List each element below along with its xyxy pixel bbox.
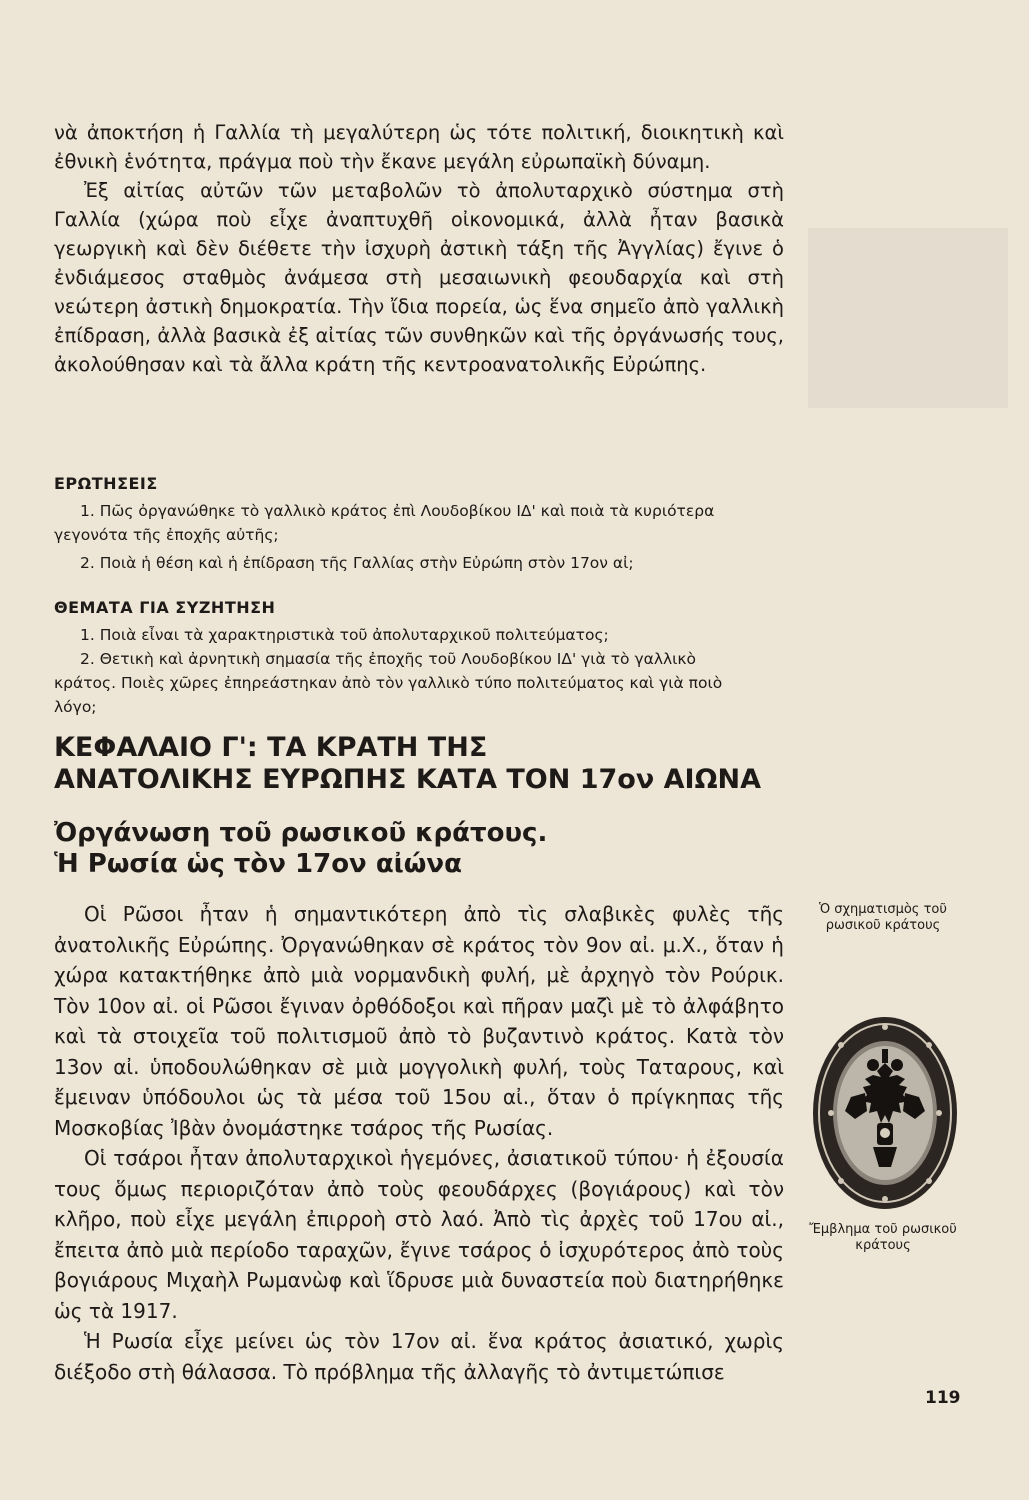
question-2: 2. Ποιὰ ἡ θέση καὶ ἡ ἐπίδραση τῆς Γαλλίας στὴν Εὐρώπη στὸν 17ον αἰ;: [80, 554, 634, 572]
body-paragraph-3: Ἡ Ρωσία εἶχε μείνει ὡς τὸν 17ον αἰ. ἕνα κράτος ἀσιατικό, χωρὶς διέξοδο στὴ θάλασσα. Τὸ πρόβλημα τῆς ἀλλαγῆς τὸ ἀντιμετώπισε: [54, 1329, 784, 1384]
topic-2-continued: κράτος. Ποιὲς χῶρες ἐπηρεάστηκαν ἀπὸ τὸν γαλλικὸ τύπο πολιτεύματος καὶ γιὰ ποιὸ: [54, 674, 723, 692]
chapter-title: [54, 732, 814, 796]
topic-2: 2. Θετικὴ καὶ ἀρνητικὴ σημασία τῆς ἐποχῆς τοῦ Λουδοβίκου ΙΔ' γιὰ τὸ γαλλικὸ: [80, 650, 697, 668]
section-title-line-1: Ὀργάνωση τοῦ ρωσικοῦ κράτους.: [54, 818, 548, 848]
discussion-topics-section: [54, 598, 784, 719]
chapter-title-line-2: ΑΝΑΤΟΛΙΚΗΣ ΕΥΡΩΠΗΣ ΚΑΤΑ ΤΟΝ 17ον ΑΙΩΝΑ: [54, 764, 762, 795]
russian-emblem-seal-image: [811, 1015, 959, 1211]
body-paragraph-1: Οἱ Ρῶσοι ἦταν ἡ σημαντικότερη ἀπὸ τὶς σλαβικὲς φυλὲς τῆς ἀνατολικῆς Εὐρώπης. Ὀργανώθηκαν σὲ κράτος τὸν 9ον αἰ. μ.Χ., ὅταν ἡ χώρα κατακτήθηκε ἀπὸ μιὰ νορμανδικὴ φυλή, μὲ ἀρχηγὸ τὸν Ρούρικ. Τὸν 10ον αἰ. οἱ Ρῶσοι ἔγιναν ὀρθόδοξοι καὶ πῆραν μαζὶ μὲ τὸ ἀλφάβητο καὶ τὰ στοιχεῖα τοῦ πολιτισμοῦ ἀπὸ τὸ βυζαντινὸ κράτος. Κατὰ τὸν 13ον αἰ. ὑποδουλώθηκαν σὲ μιὰ μογγολικὴ φυλή, τοὺς Ταταρους, καὶ ἔμειναν ὑπόδουλοι ὡς τὰ μέσα τοῦ 15ου αἰ., ὅταν ὁ πρίγκηπας τῆς Μοσκοβίας Ἰβὰν ὀνομάστηκε τσάρος τῆς Ρωσίας.: [54, 902, 784, 1140]
intro-paragraph-2: Ἐξ αἰτίας αὐτῶν τῶν μεταβολῶν τὸ ἀπολυταρχικὸ σύστημα στὴ Γαλλία (χώρα ποὺ εἶχε ἀναπτυχθῆ οἰκονομικά, ἀλλὰ ἦταν βασικὰ γεωργικὴ καὶ δὲν διέθετε τὴν ἰσχυρὴ ἀστικὴ τάξη τῆς Ἀγγλίας) ἔγινε ὁ ἐνδιάμεσος σταθμὸς ἀνάμεσα στὴ μεσαιωνικὴ φεουδαρχία καὶ στὴ νεώτερη ἀστικὴ δημοκρατία. Τὴν ἴδια πορεία, ὡς ἕνα σημεῖο ἀπὸ γαλλικὴ ἐπίδραση, ἀλλὰ βασικὰ ἐξ αἰτίας τῶν συνθηκῶν καὶ τῆς ὀργάνωσής τους, ἀκολούθησαν καὶ τὰ ἄλλα κράτη τῆς κεντροανατολικῆς Εὐρώπης.: [54, 179, 784, 376]
body-paragraph-2: Οἱ τσάροι ἦταν ἀπολυταρχικοὶ ἡγεμόνες, ἀσιατικοῦ τύπου· ἡ ἐξουσία τους ὅμως περιοριζόταν ἀπὸ τοὺς φεουδάρχες (βογιάρους) καὶ τὸν κλῆρο, ποὺ εἶχε μεγάλη ἐπιρροὴ στὸ λαό. Ἀπὸ τὶς ἀρχὲς τοῦ 17ου αἰ., ἔπειτα ἀπὸ μιὰ περίοδο ταραχῶν, ἔγινε τσάρος ὁ ἰσχυρότερος ἀπὸ τοὺς βογιάρους Μιχαὴλ Ρωμανὼφ καὶ ἵδρυσε μιὰ δυναστεία ποὺ διατηρήθηκε ὡς τὰ 1917.: [54, 1146, 784, 1323]
page-number: 119: [925, 1388, 961, 1408]
questions-section: [54, 474, 784, 575]
margin-caption-emblem: Ἔμβλημα τοῦ ρωσικοῦ κράτους: [809, 1222, 957, 1253]
section-title: [54, 818, 754, 880]
topics-heading: ΘΕΜΑΤΑ ΓΙΑ ΣΥΖΗΤΗΣΗ: [54, 598, 276, 617]
section-title-line-2: Ἡ Ρωσία ὡς τὸν 17ον αἰώνα: [54, 849, 462, 879]
question-1-continued: γεγονότα τῆς ἐποχῆς αὐτῆς;: [54, 526, 279, 544]
questions-heading: ΕΡΩΤΗΣΕΙΣ: [54, 474, 158, 493]
show-through-shadow: [808, 228, 1008, 408]
intro-text: [54, 118, 784, 379]
topic-2-end: λόγο;: [54, 698, 97, 716]
body-text: [54, 899, 784, 1387]
margin-caption-formation: Ὁ σχηματισμὸς τοῦ ρωσικοῦ κράτους: [819, 902, 947, 933]
question-1: 1. Πῶς ὀργανώθηκε τὸ γαλλικὸ κράτος ἐπὶ Λουδοβίκου ΙΔ' καὶ ποιὰ τὰ κυριότερα: [80, 502, 715, 520]
intro-paragraph-1: νὰ ἀποκτήση ἡ Γαλλία τὴ μεγαλύτερη ὡς τότε πολιτική, διοικητικὴ καὶ ἐθνικὴ ἑνότητα, πράγμα ποὺ τὴν ἔκανε μεγάλη εὐρωπαϊκὴ δύναμη.: [54, 121, 784, 173]
topic-1: 1. Ποιὰ εἶναι τὰ χαρακτηριστικὰ τοῦ ἀπολυταρχικοῦ πολιτεύματος;: [80, 626, 609, 644]
chapter-title-line-1: ΚΕΦΑΛΑΙΟ Γ': ΤΑ ΚΡΑΤΗ ΤΗΣ: [54, 732, 488, 763]
